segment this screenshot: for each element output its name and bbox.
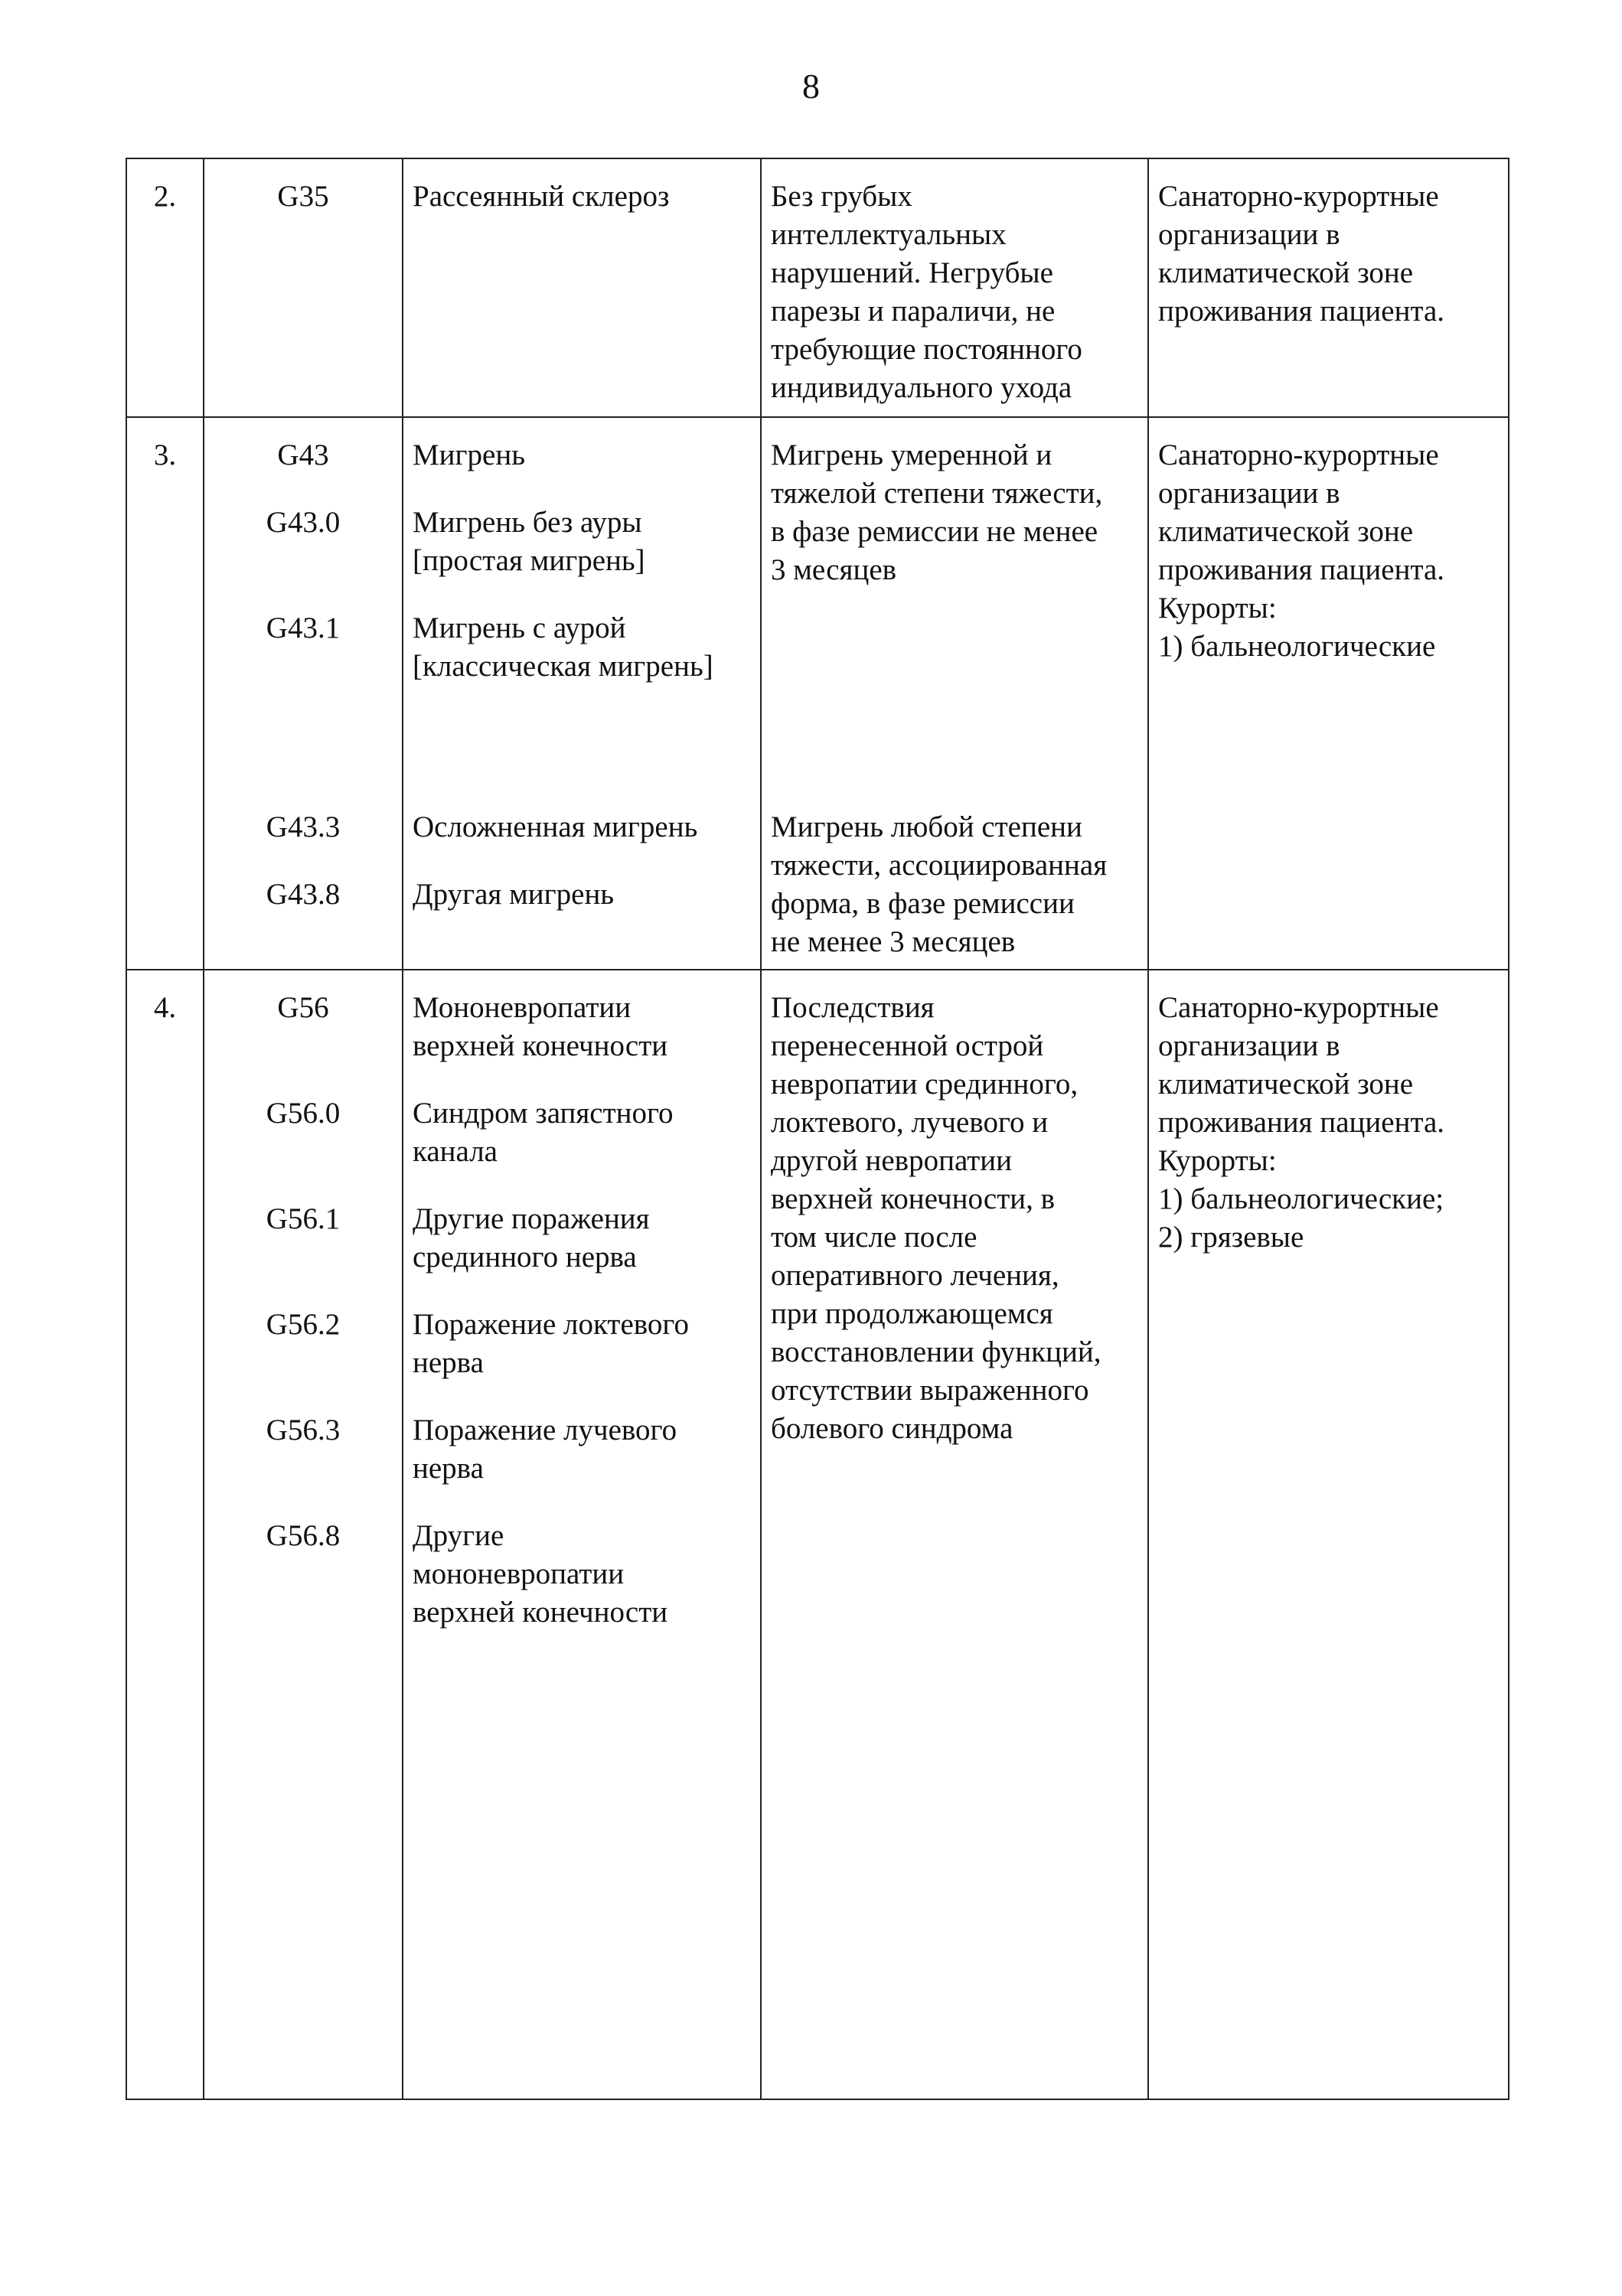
treatment-table <box>126 158 1509 2100</box>
conditions-line: болевого синдрома <box>771 1412 1013 1445</box>
row-number: 3. <box>126 417 204 970</box>
diagnosis-line: Синдром запястного <box>413 1097 674 1130</box>
diagnosis-name: Другая мигрень <box>413 878 615 911</box>
conditions-line: оперативного лечения, <box>771 1259 1059 1292</box>
conditions-line: Мигрень умеренной и <box>771 439 1053 471</box>
diagnosis-line: Поражение локтевого <box>413 1308 689 1341</box>
conditions-line: интеллектуальных <box>771 218 1007 251</box>
conditions-line: 3 месяцев <box>771 553 897 586</box>
conditions-line: требующие постоянного <box>771 333 1082 366</box>
icd-code: G56.1 <box>266 1202 341 1235</box>
diagnosis-line: Мононевропатии <box>413 991 632 1024</box>
diagnosis-name <box>413 1411 757 1488</box>
conditions-line: невропатии срединного, <box>771 1068 1079 1101</box>
row-number: 4. <box>126 970 204 2099</box>
diagnosis-name <box>413 989 757 1065</box>
organizations-line: 1) бальнеологические; <box>1158 1182 1444 1215</box>
organizations-line: Курорты: <box>1158 1144 1277 1177</box>
organizations-line: проживания пациента. <box>1158 1106 1445 1139</box>
icd-code: G56.3 <box>266 1414 341 1446</box>
conditions-line: Мигрень любой степени <box>771 810 1082 843</box>
icd-code-cell <box>204 417 403 970</box>
conditions-line: восстановлении функций, <box>771 1336 1101 1368</box>
organizations-line: проживания пациента. <box>1158 295 1445 328</box>
icd-code: G56 <box>277 991 329 1024</box>
conditions-cell <box>761 158 1148 417</box>
conditions-block <box>771 436 1144 589</box>
conditions-block <box>771 808 1144 961</box>
diagnosis-name <box>413 1306 757 1382</box>
icd-code: G35 <box>277 180 329 213</box>
conditions-line: локтевого, лучевого и <box>771 1106 1049 1139</box>
conditions-line: форма, в фазе ремиссии <box>771 887 1075 920</box>
conditions-line: парезы и параличи, не <box>771 295 1056 328</box>
organizations-cell <box>1148 158 1509 417</box>
diagnosis-line: канала <box>413 1135 498 1168</box>
conditions-line: отсутствии выраженного <box>771 1374 1089 1407</box>
diagnosis-line: Мигрень с аурой <box>413 612 626 644</box>
organizations-line: проживания пациента. <box>1158 553 1445 586</box>
organizations-line: организации в <box>1158 218 1340 251</box>
organizations-line: организации в <box>1158 477 1340 510</box>
diagnosis-line: [простая мигрень] <box>413 544 645 577</box>
conditions-line: верхней конечности, в <box>771 1182 1056 1215</box>
diagnosis-name: Осложненная мигрень <box>413 810 698 843</box>
diagnosis-line: нерва <box>413 1346 484 1379</box>
conditions-line: не менее 3 месяцев <box>771 925 1016 958</box>
conditions-line: том числе после <box>771 1221 977 1254</box>
organizations-cell <box>1148 970 1509 2099</box>
conditions-line: другой невропатии <box>771 1144 1013 1177</box>
organizations-line: Курорты: <box>1158 592 1277 625</box>
diagnosis-line: Поражение лучевого <box>413 1414 677 1446</box>
organizations-line: Санаторно-курортные <box>1158 180 1439 213</box>
conditions-cell <box>761 970 1148 2099</box>
organizations-cell <box>1148 417 1509 970</box>
conditions-line: индивидуального ухода <box>771 371 1072 404</box>
diagnosis-name <box>413 1517 757 1632</box>
diagnosis-line: верхней конечности <box>413 1596 668 1629</box>
diagnosis-line: верхней конечности <box>413 1029 668 1062</box>
icd-code: G43 <box>277 439 329 471</box>
diagnosis-cell <box>403 417 761 970</box>
conditions-line: нарушений. Негрубые <box>771 256 1053 289</box>
organizations-line: организации в <box>1158 1029 1340 1062</box>
page-number: 8 <box>802 67 820 106</box>
conditions-line: в фазе ремиссии не менее <box>771 515 1098 548</box>
conditions-line: тяжелой степени тяжести, <box>771 477 1103 510</box>
conditions-line: Последствия <box>771 991 935 1024</box>
icd-code: G43.3 <box>266 810 341 843</box>
diagnosis-line: срединного нерва <box>413 1241 637 1274</box>
table-row <box>126 158 1509 417</box>
row-number: 2. <box>126 158 204 417</box>
icd-code: G43.1 <box>266 612 341 644</box>
icd-code-cell <box>204 970 403 2099</box>
diagnosis-line: мононевропатии <box>413 1557 625 1590</box>
table-row <box>126 970 1509 2099</box>
diagnosis-name <box>413 609 757 686</box>
conditions-cell <box>761 417 1148 970</box>
diagnosis-cell <box>403 158 761 417</box>
icd-code: G56.8 <box>266 1519 341 1552</box>
icd-code: G43.0 <box>266 506 341 539</box>
diagnosis-line: Другие поражения <box>413 1202 650 1235</box>
organizations-line: климатической зоне <box>1158 1068 1414 1101</box>
organizations-line: 1) бальнеологические <box>1158 630 1436 663</box>
icd-code: G43.8 <box>266 878 341 911</box>
icd-code: G56.0 <box>266 1097 341 1130</box>
conditions-line: тяжести, ассоциированная <box>771 849 1108 882</box>
diagnosis-line: Другие <box>413 1519 504 1552</box>
conditions-line: при продолжающемся <box>771 1297 1053 1330</box>
conditions-line: Без грубых <box>771 180 912 213</box>
diagnosis-name: Мигрень <box>413 439 526 471</box>
organizations-line: 2) грязевые <box>1158 1221 1304 1254</box>
diagnosis-cell <box>403 970 761 2099</box>
organizations-line: Санаторно-курортные <box>1158 991 1439 1024</box>
organizations-line: Санаторно-курортные <box>1158 439 1439 471</box>
diagnosis-line: Мигрень без ауры <box>413 506 642 539</box>
diagnosis-line: нерва <box>413 1452 484 1485</box>
diagnosis-name <box>413 1200 757 1277</box>
organizations-line: климатической зоне <box>1158 256 1414 289</box>
conditions-line: перенесенной острой <box>771 1029 1044 1062</box>
table-row <box>126 417 1509 970</box>
organizations-line: климатической зоне <box>1158 515 1414 548</box>
diagnosis-name: Рассеянный склероз <box>413 180 670 213</box>
icd-code-cell <box>204 158 403 417</box>
diagnosis-name <box>413 1094 757 1171</box>
diagnosis-line: [классическая мигрень] <box>413 650 713 683</box>
diagnosis-name <box>413 504 757 580</box>
icd-code: G56.2 <box>266 1308 341 1341</box>
